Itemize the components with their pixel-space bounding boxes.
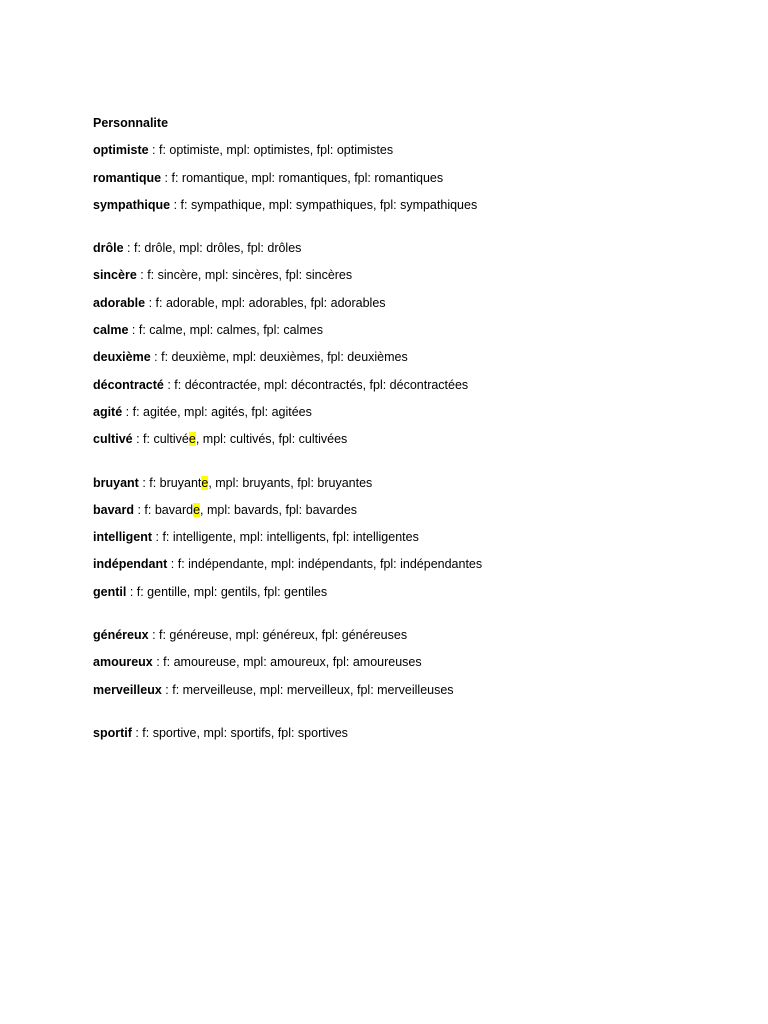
entry-forms: : f: sympathique, mpl: sympathiques, fpl: sympathiques <box>170 197 478 212</box>
entry-forms: : f: cultivé <box>132 432 189 447</box>
entry-word: sympathique <box>93 197 171 212</box>
entry-word: calme <box>93 323 129 338</box>
entry-adorable <box>93 295 713 311</box>
entry-sportif <box>93 725 713 741</box>
entry-word: drôle <box>93 241 124 256</box>
entry-word: indépendant <box>93 557 168 572</box>
entry-word: deuxième <box>93 350 151 365</box>
entry-word: gentil <box>93 584 127 599</box>
entry-forms: : f: décontractée, mpl: décontractés, fpl: décontractées <box>163 377 469 392</box>
entry-forms: : f: gentille, mpl: gentils, fpl: gentiles <box>126 584 328 599</box>
entry-word: sincère <box>93 268 137 283</box>
entry-word: bruyant <box>93 475 139 490</box>
entry-forms: : f: sportive, mpl: sportifs, fpl: sportives <box>131 725 348 740</box>
entry-bavard <box>93 502 713 518</box>
entry-decontracte <box>93 377 713 393</box>
entry-gentil <box>93 584 713 600</box>
entry-sincere <box>93 267 713 283</box>
entry-forms: : f: drôle, mpl: drôles, fpl: drôles <box>123 241 302 256</box>
entry-sympathique <box>93 197 713 213</box>
entry-word: adorable <box>93 295 146 310</box>
entry-forms: : f: merveilleuse, mpl: merveilleux, fpl: merveilleuses <box>161 682 454 697</box>
entry-word: optimiste <box>93 143 149 158</box>
entry-word: généreux <box>93 628 149 643</box>
entry-agite <box>93 404 713 420</box>
highlighted-letter: e <box>193 502 201 517</box>
entry-word: intelligent <box>93 530 153 545</box>
entry-optimiste <box>93 142 713 158</box>
entry-romantique <box>93 170 713 186</box>
entry-forms: : f: adorable, mpl: adorables, fpl: adorables <box>145 295 386 310</box>
highlighted-letter: e <box>201 475 209 490</box>
entry-intelligent <box>93 529 713 545</box>
entry-word: agité <box>93 404 123 419</box>
entry-word: amoureux <box>93 655 153 670</box>
entry-amoureux <box>93 654 713 670</box>
document-title: Personnalite <box>93 116 169 130</box>
entry-word: sportif <box>93 725 132 740</box>
entry-forms: : f: intelligente, mpl: intelligents, fpl: intelligentes <box>152 530 419 545</box>
entry-forms-rest: , mpl: bruyants, fpl: bruyantes <box>208 475 373 490</box>
entry-genereux <box>93 627 713 643</box>
entry-calme <box>93 322 713 338</box>
highlighted-letter: e <box>188 432 196 447</box>
entry-word: bavard <box>93 502 134 517</box>
entry-independant <box>93 556 713 572</box>
entry-forms: : f: calme, mpl: calmes, fpl: calmes <box>128 323 323 338</box>
entry-forms: : f: sincère, mpl: sincères, fpl: sincères <box>136 268 353 283</box>
entry-merveilleux <box>93 682 713 698</box>
entry-forms: : f: deuxième, mpl: deuxièmes, fpl: deuxièmes <box>150 350 408 365</box>
entry-deuxieme <box>93 349 713 365</box>
entry-forms: : f: généreuse, mpl: généreux, fpl: généreuses <box>148 628 408 643</box>
entry-forms: : f: bavard <box>134 502 194 517</box>
entry-forms: : f: romantique, mpl: romantiques, fpl: romantiques <box>161 170 444 185</box>
entry-word: romantique <box>93 170 162 185</box>
entry-forms-rest: , mpl: cultivés, fpl: cultivées <box>195 432 348 447</box>
entry-word: décontracté <box>93 377 164 392</box>
entry-forms-rest: , mpl: bavards, fpl: bavardes <box>200 502 358 517</box>
entry-forms: : f: amoureuse, mpl: amoureux, fpl: amoureuses <box>152 655 422 670</box>
entry-forms: : f: agitée, mpl: agités, fpl: agitées <box>122 404 312 419</box>
document-page <box>93 115 713 752</box>
entry-drole <box>93 240 713 256</box>
entry-bruyant <box>93 475 713 491</box>
entry-forms: : f: optimiste, mpl: optimistes, fpl: optimistes <box>148 143 394 158</box>
entry-word: merveilleux <box>93 682 162 697</box>
entry-cultive <box>93 431 713 447</box>
entry-forms: : f: bruyant <box>138 475 202 490</box>
entry-word: cultivé <box>93 432 133 447</box>
entry-forms: : f: indépendante, mpl: indépendants, fpl: indépendantes <box>167 557 483 572</box>
